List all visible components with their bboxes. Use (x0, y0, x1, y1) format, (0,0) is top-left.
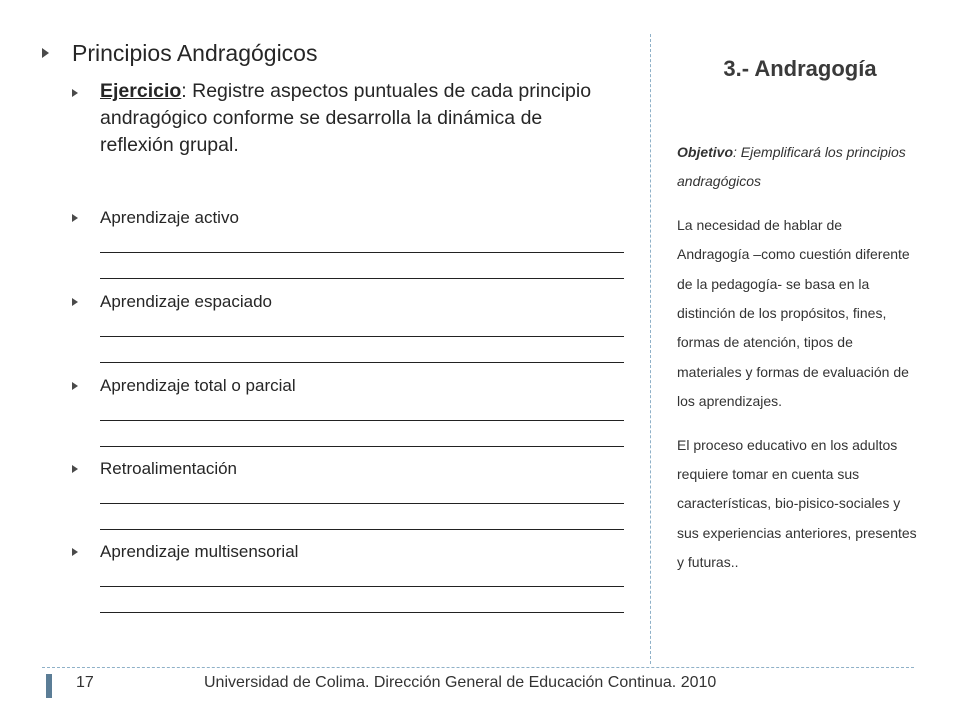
answer-line (100, 420, 624, 421)
answer-line (100, 612, 624, 613)
answer-line (100, 336, 624, 337)
exercise-text (100, 78, 600, 159)
right-column (677, 138, 917, 592)
answer-line (100, 362, 624, 363)
bullet-arrow-icon (72, 89, 78, 97)
answer-line (100, 529, 624, 530)
principles-heading: Principios Andragógicos (72, 40, 318, 66)
item-label: Aprendizaje espaciado (100, 292, 273, 311)
exercise-label: Ejercicio (100, 80, 182, 102)
item-label: Retroalimentación (100, 459, 238, 478)
bullet-arrow-icon (72, 298, 78, 306)
item-label: Aprendizaje activo (100, 208, 239, 227)
objective (677, 138, 917, 197)
objective-text: : Ejemplificará los principios andragógicos (677, 144, 906, 190)
bullet-arrow-icon (72, 465, 78, 473)
answer-line (100, 278, 624, 279)
paragraph-1: La necesidad de hablar de Andragogía –como cuestión diferente de la pedagogía- se basa en la distinción de los propósitos, fines, formas de atención, tipos de materiales y formas de evaluación de los aprendizajes. (677, 216, 910, 410)
bullet-arrow-icon (42, 48, 49, 58)
bullet-arrow-icon (72, 382, 78, 390)
exercise-instructions: : Registre aspectos puntuales de cada principio andragógico conforme se desarrolla la dinámica de reflexión grupal. (100, 80, 592, 156)
page-number: 17 (76, 674, 94, 691)
answer-line (100, 252, 624, 253)
item-label: Aprendizaje multisensorial (100, 542, 299, 561)
answer-line (100, 503, 624, 504)
objective-label: Objetivo (677, 144, 734, 160)
footer-text: Universidad de Colima. Dirección General de Educación Continua. 2010 (204, 674, 717, 691)
answer-line (100, 586, 624, 587)
column-divider (650, 34, 651, 664)
paragraph-2: El proceso educativo en los adultos requiere tomar en cuenta sus características, bio-pisico-sociales y sus experiencias anteriores, presentes y futuras.. (677, 436, 917, 571)
footer-accent-bar (46, 674, 52, 698)
bullet-arrow-icon (72, 548, 78, 556)
item-label: Aprendizaje total o parcial (100, 376, 296, 395)
answer-line (100, 446, 624, 447)
slide-heading: 3.- Andragogía (723, 56, 877, 81)
footer-divider (42, 667, 914, 668)
bullet-arrow-icon (72, 214, 78, 222)
